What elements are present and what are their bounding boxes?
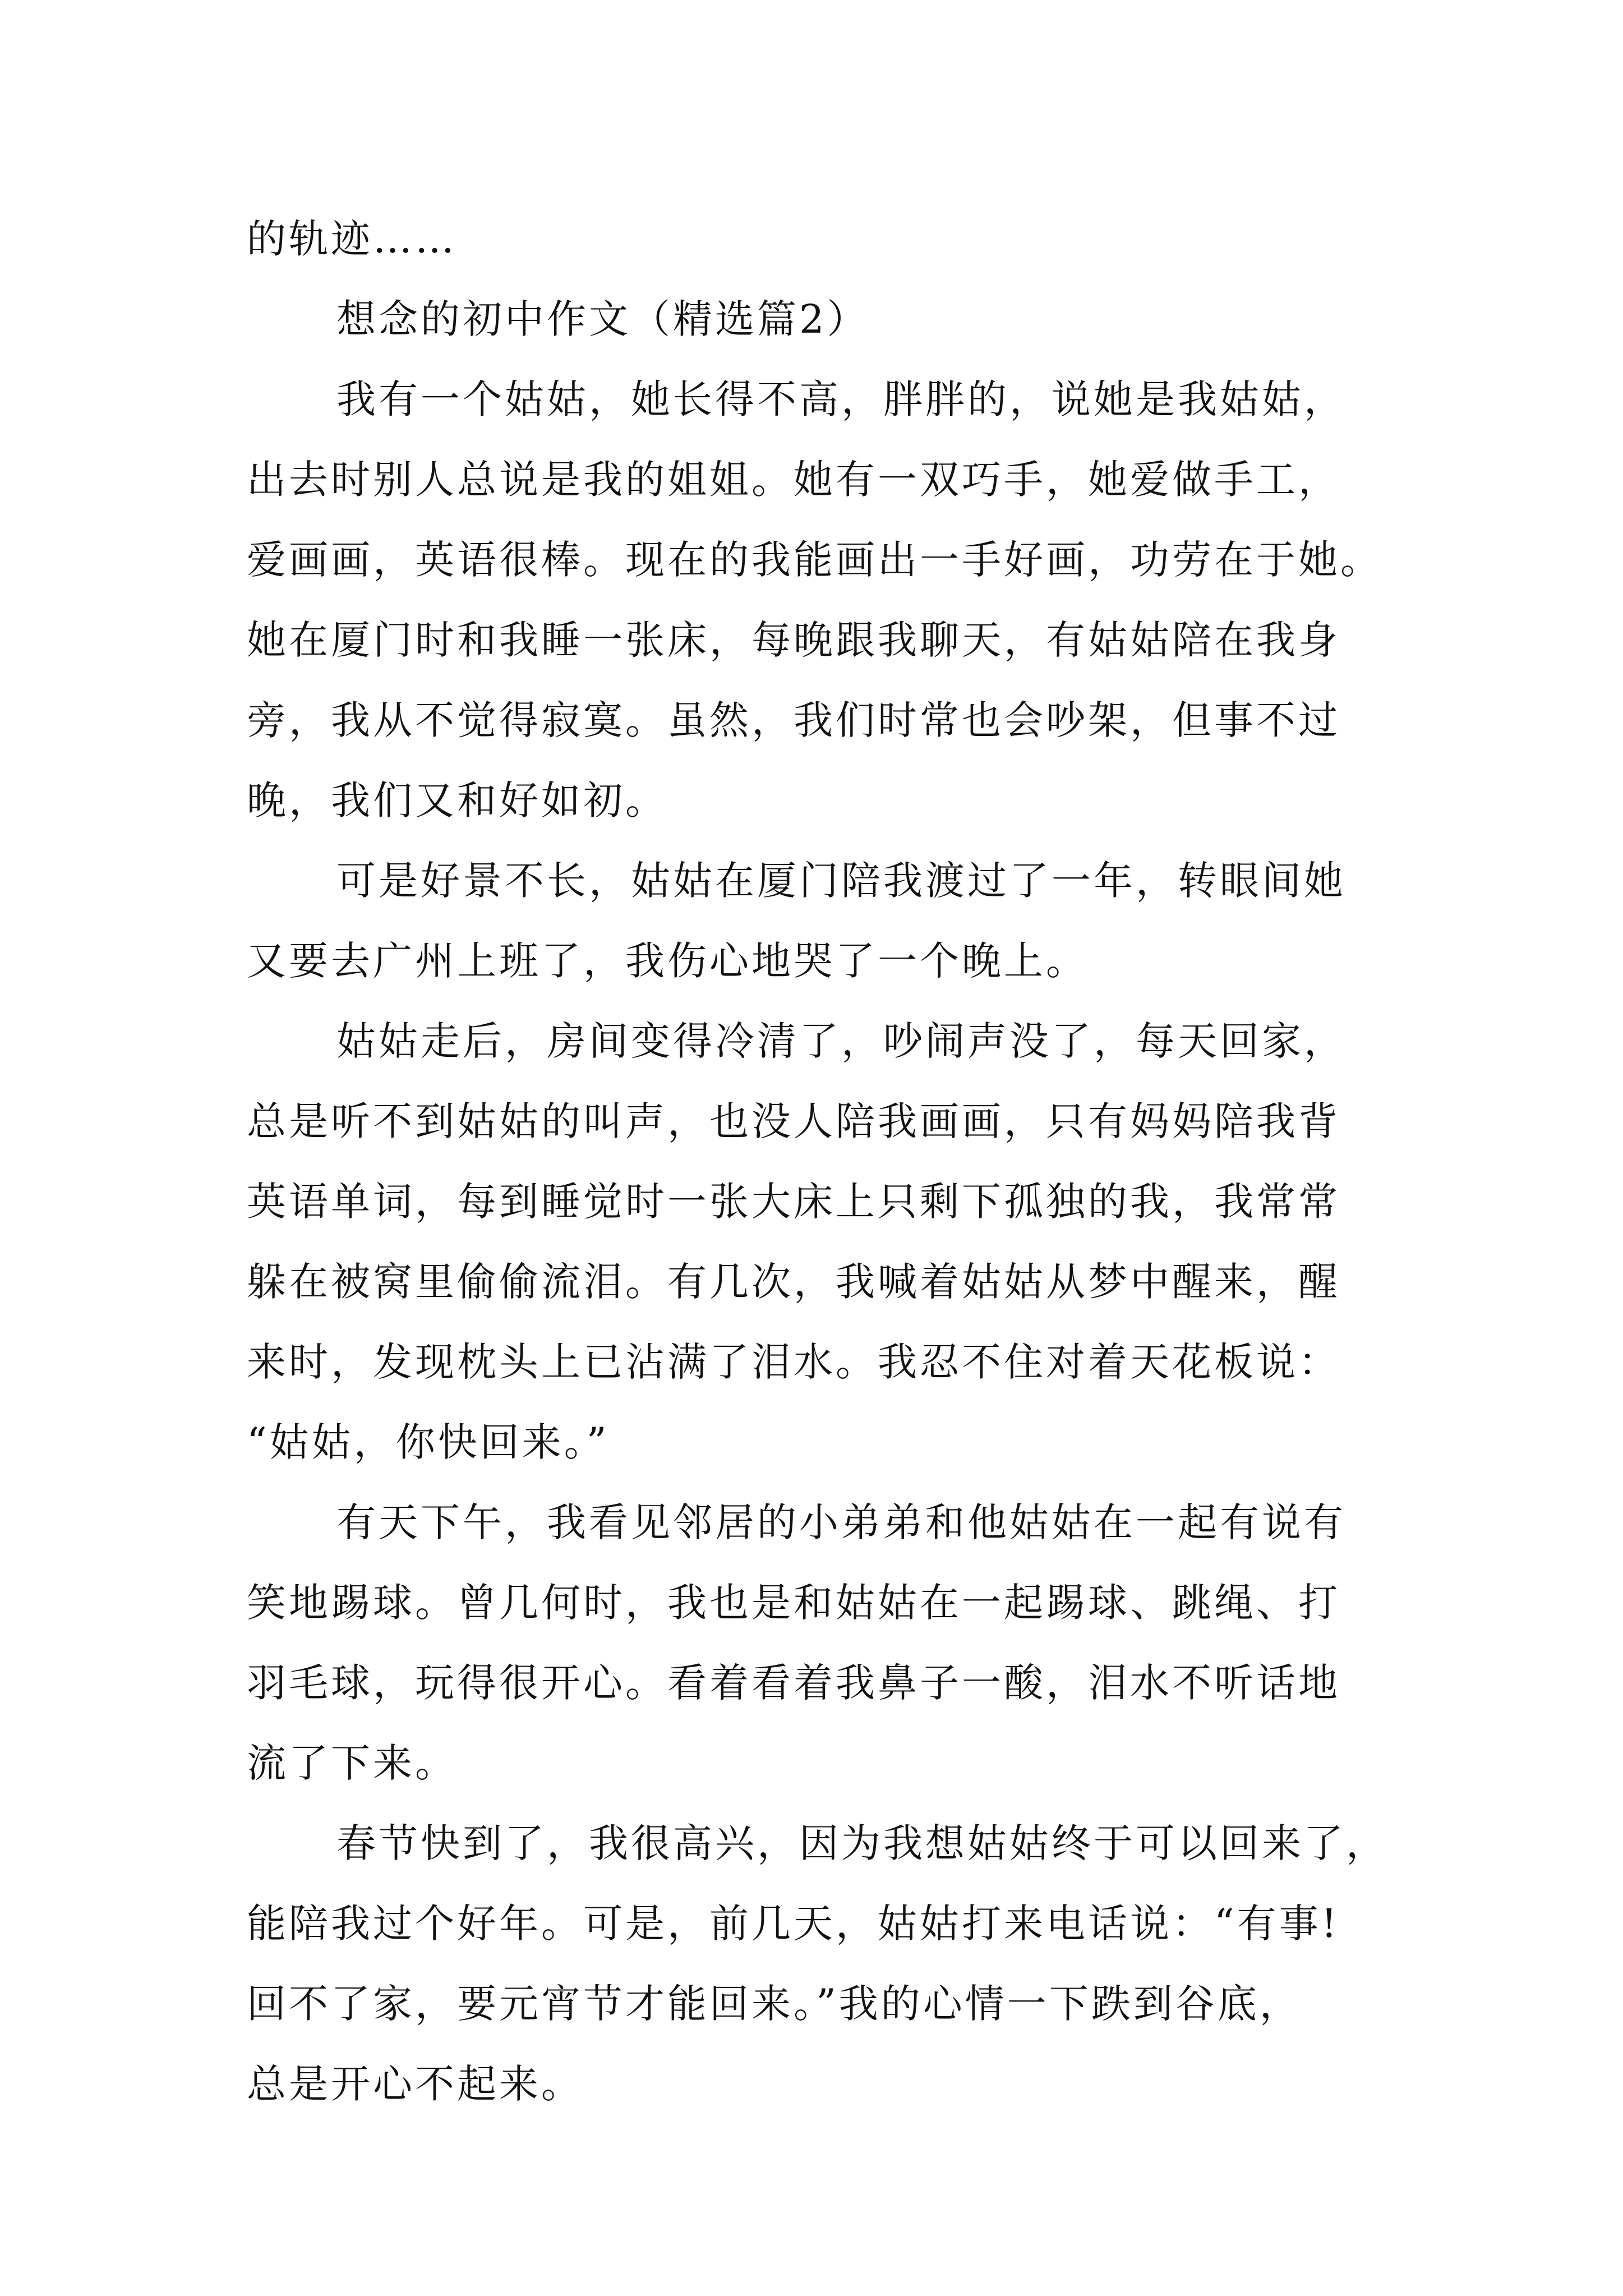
text-line: 她在厦门时和我睡一张床，每晚跟我聊天，有姑姑陪在我身: [247, 617, 1340, 663]
text-line: 晚，我们又和好如初。: [247, 777, 667, 823]
article-body: [247, 199, 1396, 2124]
text-line: 旁，我从不觉得寂寞。虽然，我们时常也会吵架，但事不过: [247, 697, 1340, 743]
paragraph-start: 可是好景不长，姑姑在厦门陪我渡过了一年，转眼间她: [336, 858, 1346, 904]
text-line: 爱画画，英语很棒。现在的我能画出一手好画，功劳在于她。: [247, 537, 1382, 583]
text-line: “姑姑，你快回来。”: [247, 1419, 610, 1465]
text-line: 来时，发现枕头上已沾满了泪水。我忍不住对着天花板说：: [247, 1339, 1340, 1385]
paragraph-start: 姑姑走后，房间变得冷清了，吵闹声没了，每天回家，: [336, 1018, 1346, 1064]
text-line: 又要去广州上班了，我伤心地哭了一个晚上。: [247, 938, 1088, 984]
paragraph-start: 春节快到了，我很高兴，因为我想姑姑终于可以回来了，: [336, 1820, 1388, 1866]
text-line: 流了下来。: [247, 1740, 457, 1786]
text-line: 的轨迹……: [247, 216, 457, 262]
text-line: 羽毛球，玩得很开心。看着看着我鼻子一酸，泪水不听话地: [247, 1660, 1340, 1706]
text-line: 笑地踢球。曾几何时，我也是和姑姑在一起踢球、跳绳、打: [247, 1580, 1340, 1626]
paragraph-start: 有天下午，我看见邻居的小弟弟和他姑姑在一起有说有: [336, 1499, 1346, 1545]
text-line: 躲在被窝里偷偷流泪。有几次，我喊着姑姑从梦中醒来，醒: [247, 1259, 1340, 1305]
text-line: 回不了家，要元宵节才能回来。”我的心情一下跌到谷底，: [247, 1981, 1302, 2027]
paragraph-start: 我有一个姑姑，她长得不高，胖胖的，说她是我姑姑，: [336, 376, 1346, 422]
text-line: 能陪我过个好年。可是，前几天，姑姑打来电话说：“有事!: [247, 1901, 1340, 1947]
text-line: 出去时别人总说是我的姐姐。她有一双巧手，她爱做手工，: [247, 457, 1340, 503]
section-title: 想念的初中作文（精选篇2）: [336, 296, 869, 342]
text-line: 总是听不到姑姑的叫声，也没人陪我画画，只有妈妈陪我背: [247, 1098, 1340, 1144]
text-line: 总是开心不起来。: [247, 2061, 583, 2107]
text-line: 英语单词，每到睡觉时一张大床上只剩下孤独的我，我常常: [247, 1179, 1340, 1225]
